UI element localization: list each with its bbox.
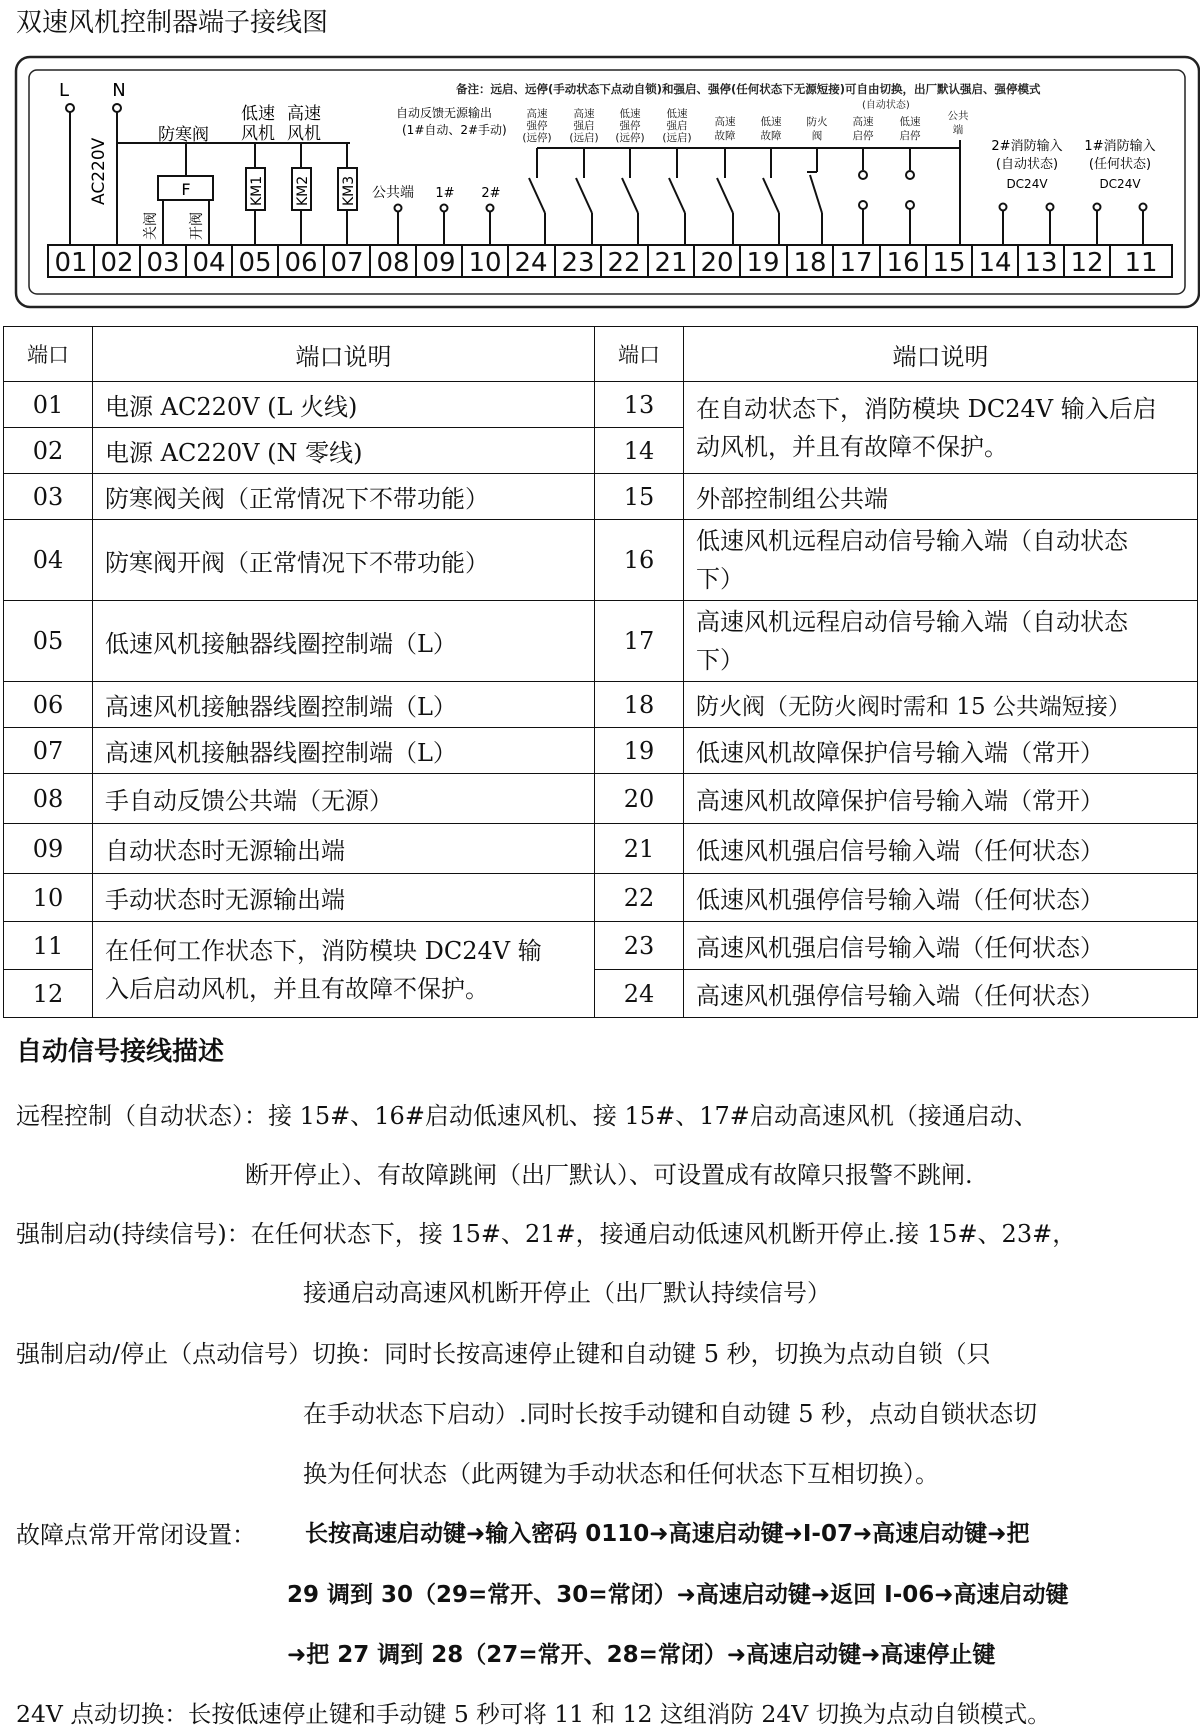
port-desc: 自动状态时无源输出端 xyxy=(93,824,595,874)
terminal-label: 05 xyxy=(238,248,272,278)
terminal-label: 11 xyxy=(1124,248,1158,278)
section-title: 自动信号接线描述 xyxy=(16,1037,225,1067)
label-high-fan-2: 风机 xyxy=(287,124,321,144)
label-fire2-3: DC24V xyxy=(1006,177,1048,191)
desc-line: 在任何工作状态下，消防模块 DC24V 输 xyxy=(105,936,542,965)
label-km1: KM1 xyxy=(249,175,265,206)
terminal-label: 08 xyxy=(376,248,410,278)
port-number: 24 xyxy=(595,970,684,1018)
port-desc-11-12 xyxy=(93,922,595,1018)
col-label: 故障 xyxy=(714,130,736,142)
wiring-diagram xyxy=(0,0,1200,310)
terminal-labels xyxy=(54,248,1157,278)
port-desc: 低速风机故障保护信号输入端（常开） xyxy=(684,728,1198,774)
port-desc: 高速风机强启信号输入端（任何状态） xyxy=(684,922,1198,970)
port-number: 10 xyxy=(4,874,93,922)
port-number: 02 xyxy=(4,428,93,474)
label-fire1-3: DC24V xyxy=(1099,177,1141,191)
port-desc: 低速风机接触器线圈控制端（L） xyxy=(93,601,595,682)
col-label: 低速 xyxy=(899,116,921,128)
port-desc xyxy=(684,520,1198,601)
label-low-fan: 低速 xyxy=(241,104,275,124)
port-number: 16 xyxy=(595,520,684,601)
label-km3: KM3 xyxy=(341,175,357,206)
port-number: 06 xyxy=(4,682,93,728)
port-number: 05 xyxy=(4,601,93,682)
desc-line: 下） xyxy=(696,646,744,674)
port-number: 11 xyxy=(4,922,93,970)
col-label: 启停 xyxy=(899,130,921,142)
feedback-wires xyxy=(395,205,494,246)
port-desc: 高速风机强停信号输入端（任何状态） xyxy=(684,970,1198,1018)
port-number: 13 xyxy=(595,382,684,428)
para-remote-control-cont: 断开停止）、有故障跳闸（出厂默认）、可设置成有故障只报警不跳闸. xyxy=(245,1161,973,1189)
port-table xyxy=(3,326,1198,1018)
para-remote-control: 远程控制（自动状态）：接 15#、16#启动低速风机、接 15#、17#启动高速风机（接通启动、 xyxy=(16,1102,1038,1130)
header-port: 端口 xyxy=(595,327,684,382)
label-out-1: 1# xyxy=(435,186,455,201)
col-label: (远停) xyxy=(615,132,645,144)
para-force-start: 强制启动(持续信号)：在任何状态下，接 15#、21#，接通启动低速风机断开停止.接 15#、23#， xyxy=(16,1220,1077,1248)
terminal-label: 13 xyxy=(1024,248,1058,278)
para-24v-switch: 24V 点动切换：长按低速停止键和手动键 5 秒可将 11 和 12 这组消防 24V 切换为点动自锁模式。 xyxy=(16,1700,1051,1728)
input-switches xyxy=(529,140,960,245)
desc-line: 低速风机远程启动信号输入端（自动状态 xyxy=(696,527,1128,555)
terminal-label: 03 xyxy=(146,248,180,278)
port-desc: 电源 AC220V (N 零线) xyxy=(93,428,595,474)
port-number: 23 xyxy=(595,922,684,970)
col-label: 故障 xyxy=(760,130,782,142)
label-L: L xyxy=(58,80,70,101)
label-feedback-2: (1#自动、2#手动) xyxy=(402,123,507,137)
port-number: 07 xyxy=(4,728,93,774)
terminal-label: 24 xyxy=(514,248,548,278)
terminal-label: 10 xyxy=(468,248,502,278)
label-low-fan-2: 风机 xyxy=(241,124,275,144)
para-fault-setting-label: 故障点常开常闭设置： xyxy=(16,1521,256,1549)
para-jog-switch-cont2: 换为任何状态（此两键为手动状态和任何状态下互相切换）。 xyxy=(303,1460,939,1488)
para-fault-setting: 长按高速启动键➜输入密码 0110➜高速启动键➜I-07➜高速启动键➜把 xyxy=(305,1521,1030,1547)
port-number: 22 xyxy=(595,874,684,922)
label-f-box: F xyxy=(181,180,191,199)
port-number: 04 xyxy=(4,520,93,601)
col-label: 启停 xyxy=(852,130,874,142)
port-desc-13-14 xyxy=(684,382,1198,474)
col-label: 低速 xyxy=(760,116,782,128)
terminal-label: 07 xyxy=(330,248,364,278)
terminal-label: 19 xyxy=(746,248,780,278)
terminal-label: 23 xyxy=(561,248,595,278)
port-number: 09 xyxy=(4,824,93,874)
port-desc: 手动状态时无源输出端 xyxy=(93,874,595,922)
port-desc: 防寒阀开阀（正常情况下不带功能） xyxy=(93,520,595,601)
port-desc: 低速风机强启信号输入端（任何状态） xyxy=(684,824,1198,874)
label-out-2: 2# xyxy=(481,186,501,201)
desc-line: 在自动状态下，消防模块 DC24V 输入后启 xyxy=(696,394,1157,423)
label-close-valve: 关阀 xyxy=(143,212,159,240)
col-label: 防火 xyxy=(806,116,828,128)
terminal-label: 18 xyxy=(793,248,827,278)
port-number: 17 xyxy=(595,601,684,682)
terminal-label: 20 xyxy=(700,248,734,278)
port-number: 14 xyxy=(595,428,684,474)
port-desc: 防火阀（无防火阀时需和 15 公共端短接） xyxy=(684,682,1198,728)
col-label: 阀 xyxy=(811,130,823,142)
terminal-label: 09 xyxy=(422,248,456,278)
label-km2: KM2 xyxy=(295,175,311,206)
port-desc: 防寒阀关阀（正常情况下不带功能） xyxy=(93,474,595,520)
para-jog-switch-cont: 在手动状态下启动）.同时长按手动键和自动键 5 秒，点动自锁状态切 xyxy=(303,1400,1038,1428)
header-desc: 端口说明 xyxy=(684,327,1198,382)
col-label: 端 xyxy=(952,124,964,136)
col-label: 高速 xyxy=(526,108,548,120)
desc-line: 高速风机远程启动信号输入端（自动状态 xyxy=(696,608,1128,636)
col-label: 强停 xyxy=(619,120,641,132)
terminal-label: 21 xyxy=(654,248,688,278)
col-label: 高速 xyxy=(714,116,736,128)
terminal-label: 02 xyxy=(100,248,134,278)
terminal-label: 06 xyxy=(284,248,318,278)
para-jog-switch: 强制启动/停止（点动信号）切换：同时长按高速停止键和自动键 5 秒，切换为点动自锁（只 xyxy=(16,1340,991,1368)
col-label: (远启) xyxy=(662,132,692,144)
label-N: N xyxy=(112,80,126,101)
terminal-label: 22 xyxy=(607,248,641,278)
input-column-labels xyxy=(522,107,969,144)
label-anti-freeze: 防寒阀 xyxy=(158,125,209,145)
label-high-fan: 高速 xyxy=(287,104,321,124)
label-fire2-2: (自动状态) xyxy=(995,157,1059,172)
para-fault-setting-cont: 29 调到 30（29=常开、30=常闭）➜高速启动键➜返回 I-06➜高速启动键 xyxy=(287,1582,1069,1608)
label-fire1-2: (任何状态) xyxy=(1088,157,1152,172)
terminal-label: 14 xyxy=(978,248,1012,278)
port-number: 12 xyxy=(4,970,93,1018)
col-label: 高速 xyxy=(573,108,595,120)
label-fire1-1: 1#消防输入 xyxy=(1084,139,1156,154)
port-desc: 外部控制组公共端 xyxy=(684,474,1198,520)
col-label: (远启) xyxy=(569,132,599,144)
label-fire2-1: 2#消防输入 xyxy=(991,139,1063,154)
diagram-note-auto: (自动状态) xyxy=(862,100,910,111)
label-feedback: 自动反馈无源输出 xyxy=(396,106,493,120)
terminal-label: 16 xyxy=(886,248,920,278)
port-desc: 高速风机故障保护信号输入端（常开） xyxy=(684,774,1198,824)
desc-line: 入后启动风机，并且有故障不保护。 xyxy=(105,974,489,1003)
port-number: 15 xyxy=(595,474,684,520)
port-desc: 高速风机接触器线圈控制端（L） xyxy=(93,682,595,728)
terminal-label: 17 xyxy=(839,248,873,278)
terminal-label: 15 xyxy=(932,248,966,278)
col-label: 公共 xyxy=(947,110,969,122)
diagram-note: 备注：远启、远停(手动状态下点动自锁)和强启、强停(任何状态下无源短接)可自由切换，出厂默认强启、强停模式 xyxy=(456,82,1041,96)
desc-line: 动风机，并且有故障不保护。 xyxy=(696,432,1008,461)
port-number: 18 xyxy=(595,682,684,728)
para-force-start-cont: 接通启动高速风机断开停止（出厂默认持续信号） xyxy=(303,1279,831,1307)
header-desc: 端口说明 xyxy=(93,327,595,382)
col-label: 强启 xyxy=(666,120,688,132)
col-label: 低速 xyxy=(666,108,688,120)
col-label: 强停 xyxy=(526,120,548,132)
label-open-valve: 开阀 xyxy=(189,212,205,240)
port-desc: 高速风机接触器线圈控制端（L） xyxy=(93,728,595,774)
col-label: 强启 xyxy=(573,120,595,132)
fire-input-wires xyxy=(1000,204,1147,246)
terminal-label: 01 xyxy=(54,248,88,278)
port-number: 01 xyxy=(4,382,93,428)
port-number: 03 xyxy=(4,474,93,520)
terminal-label: 12 xyxy=(1070,248,1104,278)
label-ac220v: AC220V xyxy=(89,137,109,205)
port-number: 19 xyxy=(595,728,684,774)
port-number: 20 xyxy=(595,774,684,824)
header-port: 端口 xyxy=(4,327,93,382)
port-desc: 低速风机强停信号输入端（任何状态） xyxy=(684,874,1198,922)
terminal-label: 04 xyxy=(192,248,226,278)
port-number: 08 xyxy=(4,774,93,824)
port-desc: 手自动反馈公共端（无源） xyxy=(93,774,595,824)
port-number: 21 xyxy=(595,824,684,874)
para-fault-setting-cont2: ➜把 27 调到 28（27=常开、28=常闭）➜高速启动键➜高速停止键 xyxy=(287,1642,996,1668)
col-label: 高速 xyxy=(852,116,874,128)
port-desc: 电源 AC220V (L 火线) xyxy=(93,382,595,428)
col-label: 低速 xyxy=(619,108,641,120)
label-common-end: 公共端 xyxy=(372,185,414,201)
desc-line: 下） xyxy=(696,565,744,593)
page-title: 双速风机控制器端子接线图 xyxy=(16,8,329,38)
port-desc xyxy=(684,601,1198,682)
col-label: (远停) xyxy=(522,132,552,144)
